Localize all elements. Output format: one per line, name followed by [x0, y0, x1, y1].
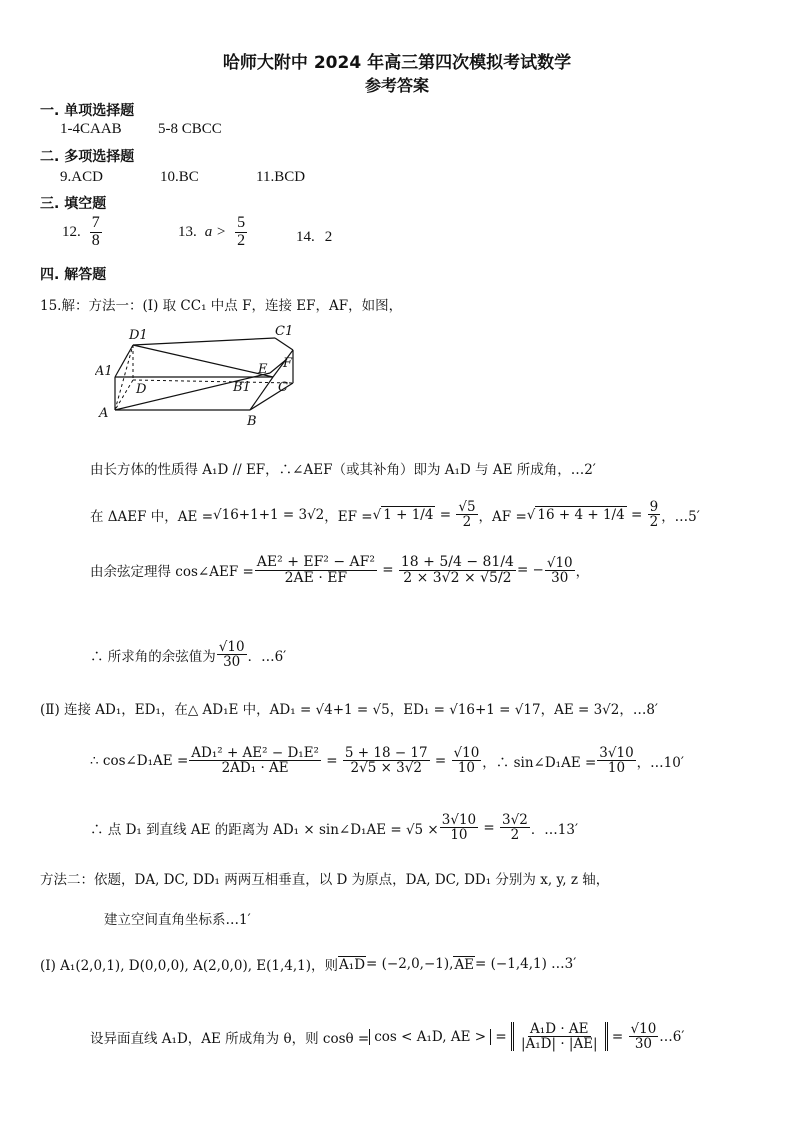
answer-13-fraction: [235, 215, 247, 250]
q15-concl-den: 30: [223, 654, 241, 671]
q15-angle-dot-den: |A₁D| · |AE|: [520, 1036, 598, 1053]
answer-13: [178, 215, 248, 250]
q15-ef-fraction: [456, 500, 477, 529]
q15-cos-result: [545, 556, 575, 585]
q15-method2-line2: 建立空间直角坐标系…1′: [104, 912, 251, 928]
q15-part2-cos-res-den: 10: [457, 760, 475, 777]
q15-angle-prefix: 设异面直线 A₁D，AE 所成角为 θ，则 cosθ =: [90, 1030, 370, 1047]
q15-intro: 15.解：方法一：(Ⅰ) 取 CC₁ 中点 F，连接 EF，AF，如图，: [40, 298, 403, 314]
vector-ae-value: = (−1,4,1) …3′: [475, 956, 577, 972]
q15-part2-line1: (Ⅱ) 连接 AD₁，ED₁，在△ AD₁E 中，AD₁ = √4+1 = √5，ED₁ = √16+1 = √17，AE = 3√2，…8′: [40, 702, 659, 718]
figure-label-f: F: [283, 356, 293, 371]
q15-cos-substituted: [399, 555, 516, 585]
q15-concl-prefix: ∴ 所求角的余弦值为: [90, 648, 216, 665]
q15-cos-formula-den: 2AE · EF: [284, 569, 348, 586]
q15-angle-res-num: √10: [630, 1021, 657, 1037]
q15-part2-cos-sub-den: 2√5 × 3√2: [350, 760, 422, 777]
q15-score-13: ．…13′: [530, 821, 579, 838]
q15-cos-formula: [255, 555, 377, 585]
q15-concl-num: √10: [218, 639, 245, 655]
q15-method2-angle: 设异面直线 A₁D，AE 所成角为 θ，则 cosθ = cos < A₁D, AE > = $\frac{\text{A₁D · AE}}{\text{|A₁D| · |AE|}}$ = $\frac{√10}{30}$ …6′: [90, 1021, 685, 1053]
section-solutions: 四. 解答题: [40, 267, 107, 283]
q15-score-5: ，…5′: [661, 508, 700, 525]
answer-10: 10.BC: [160, 169, 199, 185]
answer-13-numerator: 5: [237, 214, 246, 231]
page-title: 哈师大附中 2024 年高三第四次模拟考试数学: [222, 53, 572, 73]
q15-line-cosine: 由余弦定理得 cos∠AEF = $\frac{\text{AE² + EF² − AF²}}{2AE \cdot EF}$ = $\frac{18 + 5/4 - 81/4}{2 \times 3√2 \times √5/2}$ = − $\frac{√10}{30}$ ，: [90, 554, 590, 586]
answer-13-lhs: a >: [204, 223, 227, 240]
q15-dist-result: [500, 813, 530, 842]
q15-dist-num: 3√10: [441, 812, 477, 828]
q15-part2-distance: ∴ 点 D₁ 到直线 AE 的距离为 AD₁ × sin∠D₁AE = √5 × $\frac{3√10}{10}$ = $\frac{3√2}{2}$ ．…13′: [90, 812, 579, 844]
q15-dist-res-num: 3√2: [502, 812, 528, 828]
answer-14-value: 2: [324, 229, 333, 245]
figure-label-c1: C1: [275, 325, 294, 339]
q15-ef-prefix: ，EF =: [324, 508, 373, 525]
q15-score-6: ．…6′: [247, 648, 287, 665]
q15-af-num: 9: [649, 499, 659, 515]
q15-angle-result: [629, 1022, 659, 1051]
q15-cos-sub-num: 18 + 5/4 − 81/4: [400, 554, 514, 570]
page-subtitle: 参考答案: [364, 76, 429, 95]
vector-a1d-value: = (−2,0,−1),: [366, 956, 454, 972]
q15-angle-abs-cos: cos < A₁D, AE >: [369, 1029, 491, 1045]
section-single-choice: 一. 单项选择题: [40, 103, 135, 119]
q15-af-fraction: [648, 500, 661, 529]
figure-label-d1: D1: [129, 328, 148, 343]
answer-11: 11.BCD: [256, 169, 306, 185]
q15-line-lengths: 在 ΔAEF 中，AE = √16+1+1 = 3√2 ，EF = √ 1 + 1/4 = $\frac{√5}{2}$ ，AF = √ 16 + 4 + 1/4 = $\frac{9}{2}$ ，…5′: [90, 499, 700, 531]
q15-part2-sin-num: 3√10: [599, 745, 634, 761]
vector-a1d: A₁D: [339, 956, 366, 973]
answer-5-8: 5-8 CBCC: [158, 121, 222, 137]
q15-dist-fraction: [440, 813, 478, 842]
q15-ae-value: √16+1+1 = 3√2: [213, 506, 325, 523]
answer-12-fraction: [90, 215, 102, 250]
answer-13-label: 13.: [178, 223, 197, 240]
q15-method2-line1: 方法二：依题，DA, DC, DD₁ 两两互相垂直，以 D 为原点，DA, DC, DD₁ 分别为 x, y, z 轴，: [40, 872, 610, 888]
q15-line-parallel: 由长方体的性质得 A₁D // EF，∴∠AEF（或其补角）即为 A₁D 与 AE 所成角，…2′: [90, 462, 596, 478]
vector-ae: AE: [454, 956, 475, 973]
q15-method2-coords: [40, 954, 576, 974]
q15-cos-res-den: 30: [551, 569, 569, 586]
section-fill-blank: 三. 填空题: [40, 196, 107, 212]
section-multi-choice: 二. 多项选择题: [40, 149, 135, 165]
q15-coords-prefix: (Ⅰ) A₁(2,0,1), D(0,0,0), A(2,0,0), E(1,4,1)，则: [40, 958, 339, 974]
answer-1-4: 1-4CAAB: [60, 121, 122, 137]
q15-part2-cos-res-num: √10: [453, 745, 480, 761]
figure-label-a1: A1: [95, 364, 113, 379]
q15-part2-sin-den: 10: [607, 760, 626, 777]
q15-ae-prefix: 在 ΔAEF 中，AE =: [90, 508, 214, 525]
q15-part2-cos-formula: [189, 746, 321, 775]
answer-14-label: 14.: [296, 229, 315, 245]
q15-part2-sin-prefix: ，∴ sin∠D₁AE =: [482, 754, 597, 771]
q15-cos-res-num: √10: [546, 554, 573, 571]
q15-dist-res-den: 2: [510, 827, 520, 844]
q15-line-conclusion: [90, 640, 286, 669]
q15-part2-cos: ∴ cos∠D₁AE = $\frac{\text{AD₁² + AE² − D₁E²}}{\text{2AD₁ · AE}}$ = $\frac{5 + 18 - 17}{2√5 \times 3√2}$ = $\frac{√10}{10}$ ，∴ sin∠D₁AE = $\frac{3√10}{10}$ ，…10′: [90, 745, 684, 777]
q15-angle-dot-fraction: [519, 1022, 600, 1051]
q15-part2-cos-formula-num: AD₁² + AE² − D₁E²: [191, 745, 319, 761]
q15-ef-num: √5: [458, 499, 476, 515]
q15-cos-prefix: 由余弦定理得 cos∠AEF =: [90, 564, 254, 581]
figure-label-b1: B1: [233, 380, 251, 395]
q15-af-prefix: ，AF =: [478, 508, 527, 525]
answer-12-numerator: 7: [91, 214, 100, 231]
q15-cos-sign: = −: [516, 562, 544, 579]
q15-angle-dot-fraction-wrap: [511, 1022, 608, 1051]
cuboid-figure: [95, 325, 305, 430]
q15-ef-radicand: 1 + 1/4: [383, 506, 434, 523]
answer-12-denominator: 8: [91, 231, 100, 249]
q15-af-den: 2: [649, 514, 659, 531]
figure-label-a: A: [99, 406, 109, 421]
q15-dist-den: 10: [450, 827, 468, 844]
figure-label-e: E: [258, 362, 268, 377]
answer-13-denominator: 2: [237, 231, 246, 249]
q15-angle-dot-num: A₁D · AE: [530, 1021, 589, 1037]
q15-part2-sin-result: [597, 746, 635, 775]
q15-part2-cos-formula-den: 2AD₁ · AE: [221, 760, 289, 777]
q15-ef-den: 2: [462, 514, 472, 531]
q15-cos-sub-den: 2 × 3√2 × √5/2: [403, 569, 512, 586]
q15-angle-res-den: 30: [634, 1036, 652, 1053]
q15-part2-cos-sub: [343, 746, 430, 775]
figure-label-c: C: [278, 380, 288, 395]
q15-score-6b: …6′: [659, 1028, 685, 1045]
answer-9: 9.ACD: [60, 169, 103, 185]
q15-concl-fraction: [217, 640, 247, 669]
q15-part2-cos-sub-num: 5 + 18 − 17: [344, 745, 428, 761]
q15-part2-cos-result: [452, 746, 482, 775]
answer-12: [62, 215, 103, 250]
q15-score-10: ，…10′: [636, 754, 684, 771]
figure-label-d: D: [136, 382, 147, 397]
q15-af-radicand: 16 + 4 + 1/4: [537, 506, 625, 523]
q15-dist-prefix: ∴ 点 D₁ 到直线 AE 的距离为 AD₁ × sin∠D₁AE = √5 ×: [90, 821, 439, 838]
q15-cos-formula-num: AE² + EF² − AF²: [256, 554, 375, 570]
figure-label-b: B: [247, 414, 257, 429]
answer-12-label: 12.: [62, 223, 81, 240]
q15-part2-cos-prefix: ∴ cos∠D₁AE =: [90, 752, 189, 769]
answer-14: [296, 229, 332, 246]
